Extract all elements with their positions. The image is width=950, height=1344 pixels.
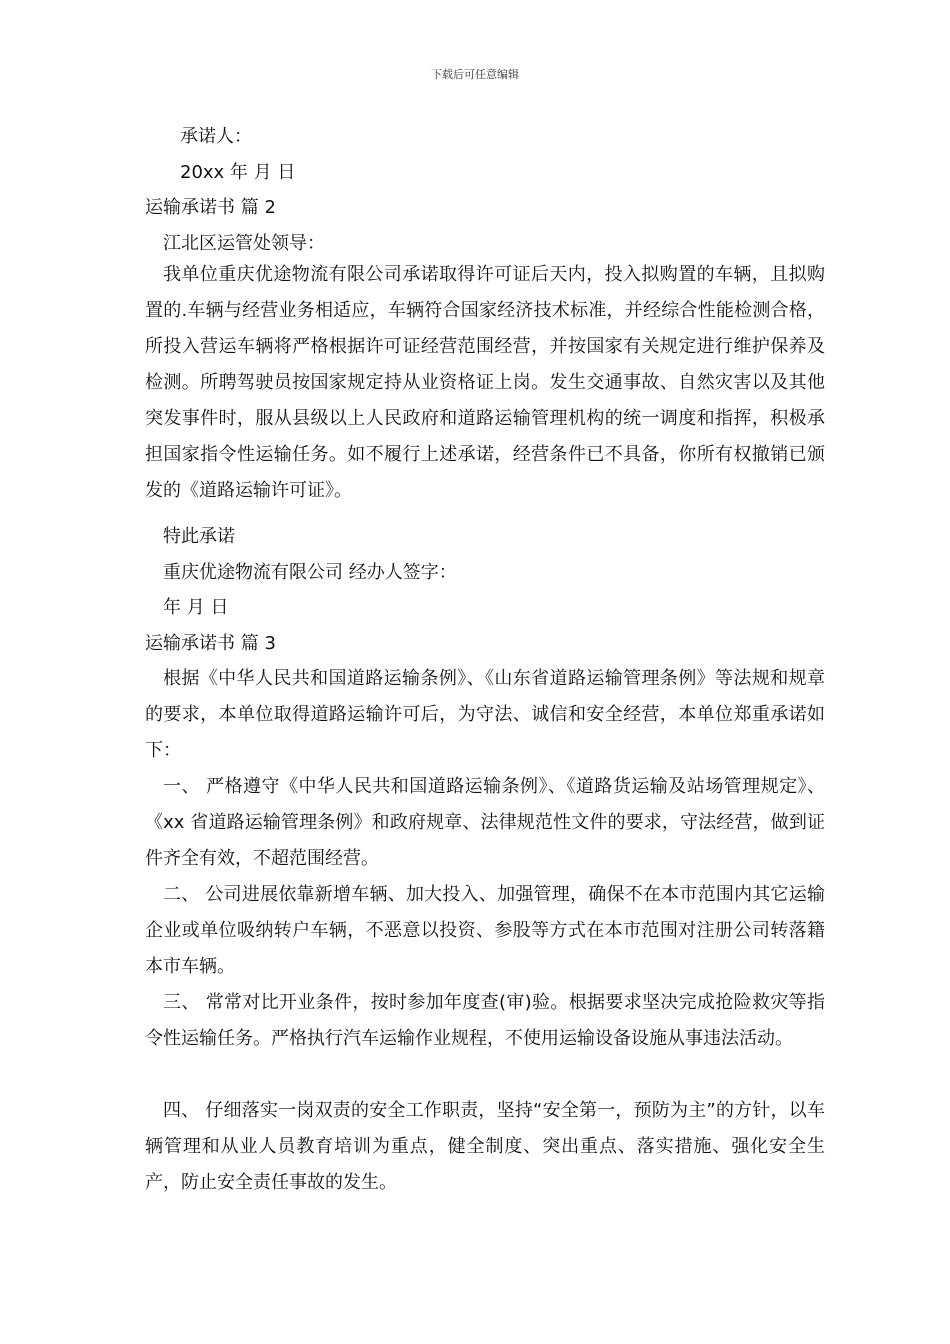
section2-body: 我单位重庆优途物流有限公司承诺取得许可证后天内，投入拟购置的车辆，且拟购置的.车辆与经营业务相适应，车辆符合国家经济技术标准，并经综合性能检测合格，所投入营运车辆将严格根据许可证经营范围经营，并按国家有关规定进行维护保养及检测。所聘驾驶员按国家规定持从业资格证上岗。发生交通事故、自然灾害以及其他突发事件时，服从县级以上人民政府和道路运输管理机构的统一调度和指挥，积极承担国家指令性运输任务。如不履行上述承诺，经营条件已不具备，你所有权撤销已颁发的《道路运输许可证》。 xyxy=(145,264,825,501)
section3-item-2: 二、 公司进展依靠新增车辆、加大投入、加强管理，确保不在本市范围内其它运输企业或单位吸纳转户车辆，不恶意以投资、参股等方式在本市范围对注册公司转落籍本市车辆。 xyxy=(145,884,825,977)
section2-date: 年 月 日 xyxy=(163,597,229,618)
section3-title: 运输承诺书 篇 3 xyxy=(145,633,276,654)
section3-intro: 根据《中华人民共和国道路运输条例》、《山东省道路运输管理条例》等法规和规章的要求，本单位取得道路运输许可后，为守法、诚信和安全经营，本单位郑重承诺如下： xyxy=(145,668,825,761)
section2-closing: 特此承诺 xyxy=(163,526,235,547)
section2-signature: 重庆优途物流有限公司 经办人签字： xyxy=(163,562,457,583)
promiser-label: 承诺人： xyxy=(180,126,252,147)
promise-date: 20xx 年 月 日 xyxy=(180,162,296,183)
section2-addressee: 江北区运管处领导： xyxy=(163,233,325,254)
section2-title: 运输承诺书 篇 2 xyxy=(145,197,276,218)
section3-item-1: 一、 严格遵守《中华人民共和国道路运输条例》、《道路货运输及站场管理规定》、《xx 省道路运输管理条例》和政府规章、法律规范性文件的要求，守法经营，做到证件齐全有效，不超范围经营。 xyxy=(145,776,825,869)
section3-item-3: 三、 常常对比开业条件，按时参加年度查(审)验。根据要求坚决完成抢险救灾等指令性运输任务。严格执行汽车运输作业规程，不使用运输设备设施从事违法活动。 xyxy=(145,992,825,1049)
header-note: 下载后可任意编辑 xyxy=(431,68,519,81)
section3-item-4: 四、 仔细落实一岗双责的安全工作职责，坚持“安全第一，预防为主”的方针，以车辆管理和从业人员教育培训为重点，健全制度、突出重点、落实措施、强化安全生产，防止安全责任事故的发生。 xyxy=(145,1100,825,1193)
